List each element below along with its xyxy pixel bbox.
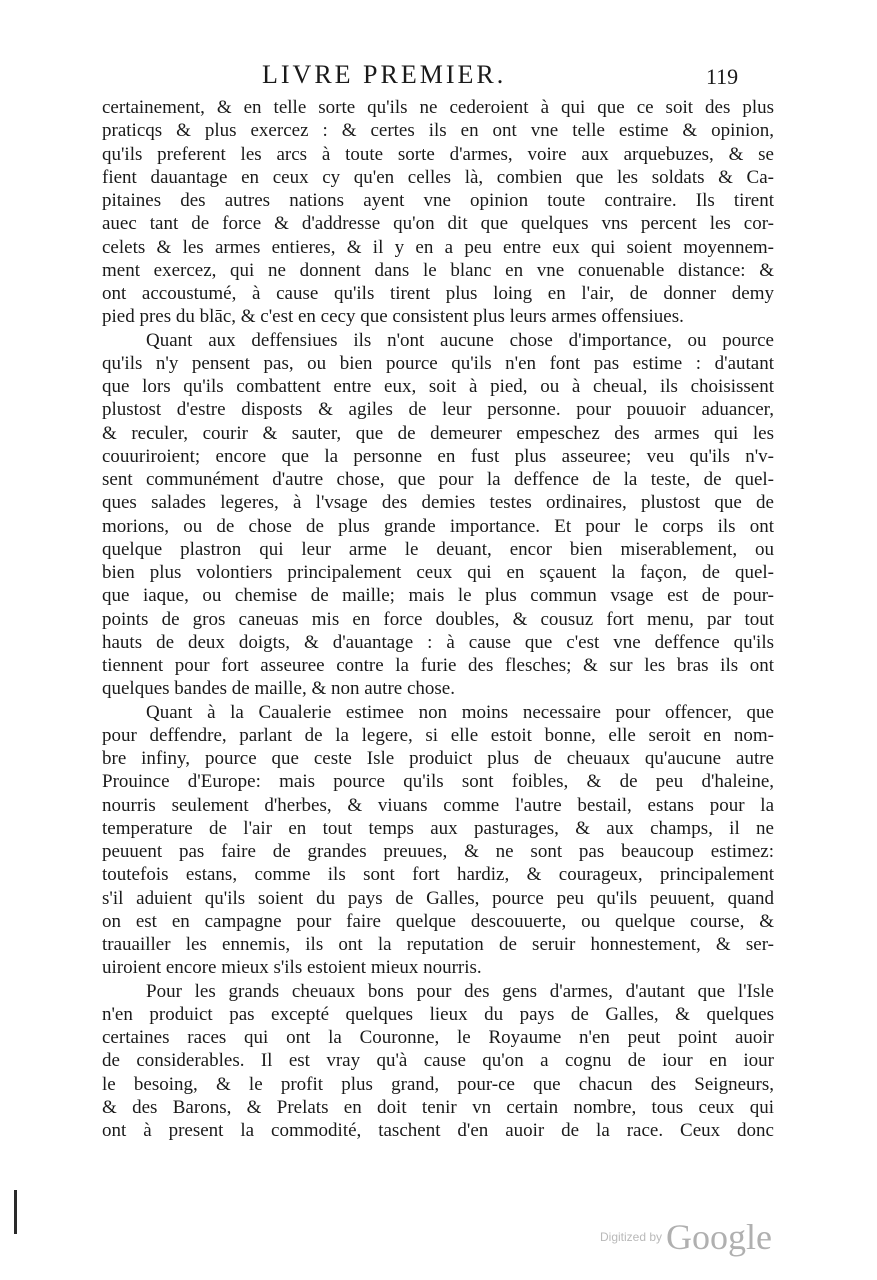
- text-line: auec tant de force & d'addresse qu'on dit que quelques vns percent les cor-: [102, 213, 774, 235]
- text-line: tiennent pour fort asseuree contre la furie des flesches; & sur les bras ils ont: [102, 655, 774, 676]
- google-watermark: [600, 1216, 772, 1264]
- google-logo: Google: [666, 1217, 773, 1257]
- text-line: & reculer, courir & sauter, que de demeurer empeschez des armes qui les: [102, 422, 774, 444]
- paragraph-start-line: Quant à la Caualerie estimee non moins necessaire pour offencer, que: [146, 701, 774, 723]
- text-line: quelque plastron qui leur arme le deuant, encor bien miserablement, ou: [102, 538, 774, 560]
- text-line: certainement, & en telle sorte qu'ils ne cederoient à qui que ce soit des plus: [102, 97, 774, 118]
- text-line: morions, ou de chose de plus grande importance. Et pour le corps ils ont: [102, 515, 774, 537]
- running-head: LIVRE PREMIER.: [262, 60, 507, 89]
- text-line: n'en produict pas excepté quelques lieux du pays de Galles, & quelques: [102, 1003, 774, 1025]
- text-line: bre infiny, pource que ceste Isle produict plus de cheuaux qu'aucune autre: [102, 748, 774, 769]
- text-line: plustost d'estre disposts & agiles de leur personne. pour pouuoir aduancer,: [102, 399, 774, 421]
- text-line: le besoing, & le profit plus grand, pour-ce que chacun des Seigneurs,: [102, 1073, 774, 1095]
- text-line: ont accoustumé, à cause qu'ils tirent plus loing en l'air, de donner demy: [102, 283, 774, 304]
- text-line: sent communément d'autre chose, que pour la deffence de la teste, de quel-: [102, 469, 774, 490]
- text-line: ques salades legeres, à l'vsage des demies testes ordinaires, plustost que de: [102, 492, 774, 514]
- margin-ink-mark: [14, 1190, 17, 1234]
- text-line: nourris seulement d'herbes, & viuans comme l'autre bestail, estans pour la: [102, 794, 774, 816]
- text-line: qu'ils n'y pensent pas, ou bien pource qu'ils n'en font pas estime : d'autant: [102, 352, 774, 374]
- text-line: de considerables. Il est vray qu'à cause qu'on a cognu de iour en iour: [102, 1050, 774, 1072]
- body-text: [102, 96, 774, 1142]
- text-line: pour deffendre, parlant de la legere, si elle estoit bonne, elle seroit en nom-: [102, 724, 774, 746]
- text-line: ont à present la commodité, taschent d'en auoir de la race. Ceux donc: [102, 1120, 774, 1141]
- text-line: ment exercez, qui ne donnent dans le blanc en vne conuenable distance: &: [102, 259, 774, 281]
- text-line: hauts de deux doigts, & d'auantage : à cause que c'est vne deffence qu'ils: [102, 631, 774, 653]
- text-line: quelques bandes de maille, & non autre chose.: [102, 678, 455, 700]
- paragraph-start-line: Quant aux deffensiues ils n'ont aucune chose d'importance, ou pource: [146, 329, 774, 351]
- page-header: [0, 58, 877, 98]
- text-line: Prouince d'Europe: mais pource qu'ils sont foibles, & de peu d'haleine,: [102, 771, 774, 793]
- text-line: on est en campagne pour faire quelque descouuerte, ou quelque course, &: [102, 910, 774, 932]
- text-line: couuriroient; encore que la personne en fust plus asseuree; veu qu'ils n'v-: [102, 445, 774, 467]
- page-number: 119: [706, 64, 739, 89]
- text-line: praticqs & plus exercez : & certes ils en ont vne telle estime & opinion,: [102, 120, 774, 142]
- paragraph-start-line: Pour les grands cheuaux bons pour des gens d'armes, d'autant que l'Isle: [146, 980, 774, 1002]
- watermark-prefix: Digitized by: [600, 1230, 663, 1244]
- text-line: trauailler les ennemis, ils ont la reputation de seruir honnestement, & ser-: [102, 934, 774, 955]
- text-line: peuuent pas faire de grandes preuues, & ne sont pas beaucoup estimez:: [102, 841, 774, 862]
- text-line: temperature de l'air en tout temps aux pasturages, & aux champs, il ne: [102, 817, 774, 839]
- text-line: qu'ils preferent les arcs à toute sorte d'armes, voire aux arquebuzes, & se: [102, 143, 774, 165]
- text-line: pitaines des autres nations ayent vne opinion toute contraire. Ils tirent: [102, 190, 774, 211]
- text-line: s'il aduient qu'ils soient du pays de Galles, pource peu qu'ils peuuent, quand: [102, 887, 774, 909]
- text-line: que iaque, ou chemise de maille; mais le plus commun vsage est de pour-: [102, 585, 774, 607]
- text-line: uiroient encore mieux s'ils estoient mieux nourris.: [102, 957, 482, 979]
- text-line: toutefois estans, comme ils sont fort hardiz, & courageux, principalement: [102, 864, 774, 886]
- text-line: fient dauantage en ceux cy qu'en celles là, combien que les soldats & Ca-: [102, 166, 774, 188]
- text-line: & des Barons, & Prelats en doit tenir vn certain nombre, tous ceux qui: [102, 1096, 774, 1118]
- text-line: que lors qu'ils combattent entre eux, soit à pied, ou à cheual, ils choisissent: [102, 376, 774, 397]
- text-line: celets & les armes entieres, & il y en a peu entre eux qui soient moyennem-: [102, 236, 774, 258]
- text-line: certaines races qui ont la Couronne, le Royaume n'en peut point auoir: [102, 1027, 774, 1048]
- text-line: bien plus volontiers principalement ceux qui en sçauent la façon, de quel-: [102, 562, 774, 583]
- text-line: points de gros caneuas mis en force doubles, & cousuz fort menu, par tout: [102, 608, 774, 630]
- text-line: pied pres du blāc, & c'est en cecy que consistent plus leurs armes offensiues.: [102, 306, 684, 328]
